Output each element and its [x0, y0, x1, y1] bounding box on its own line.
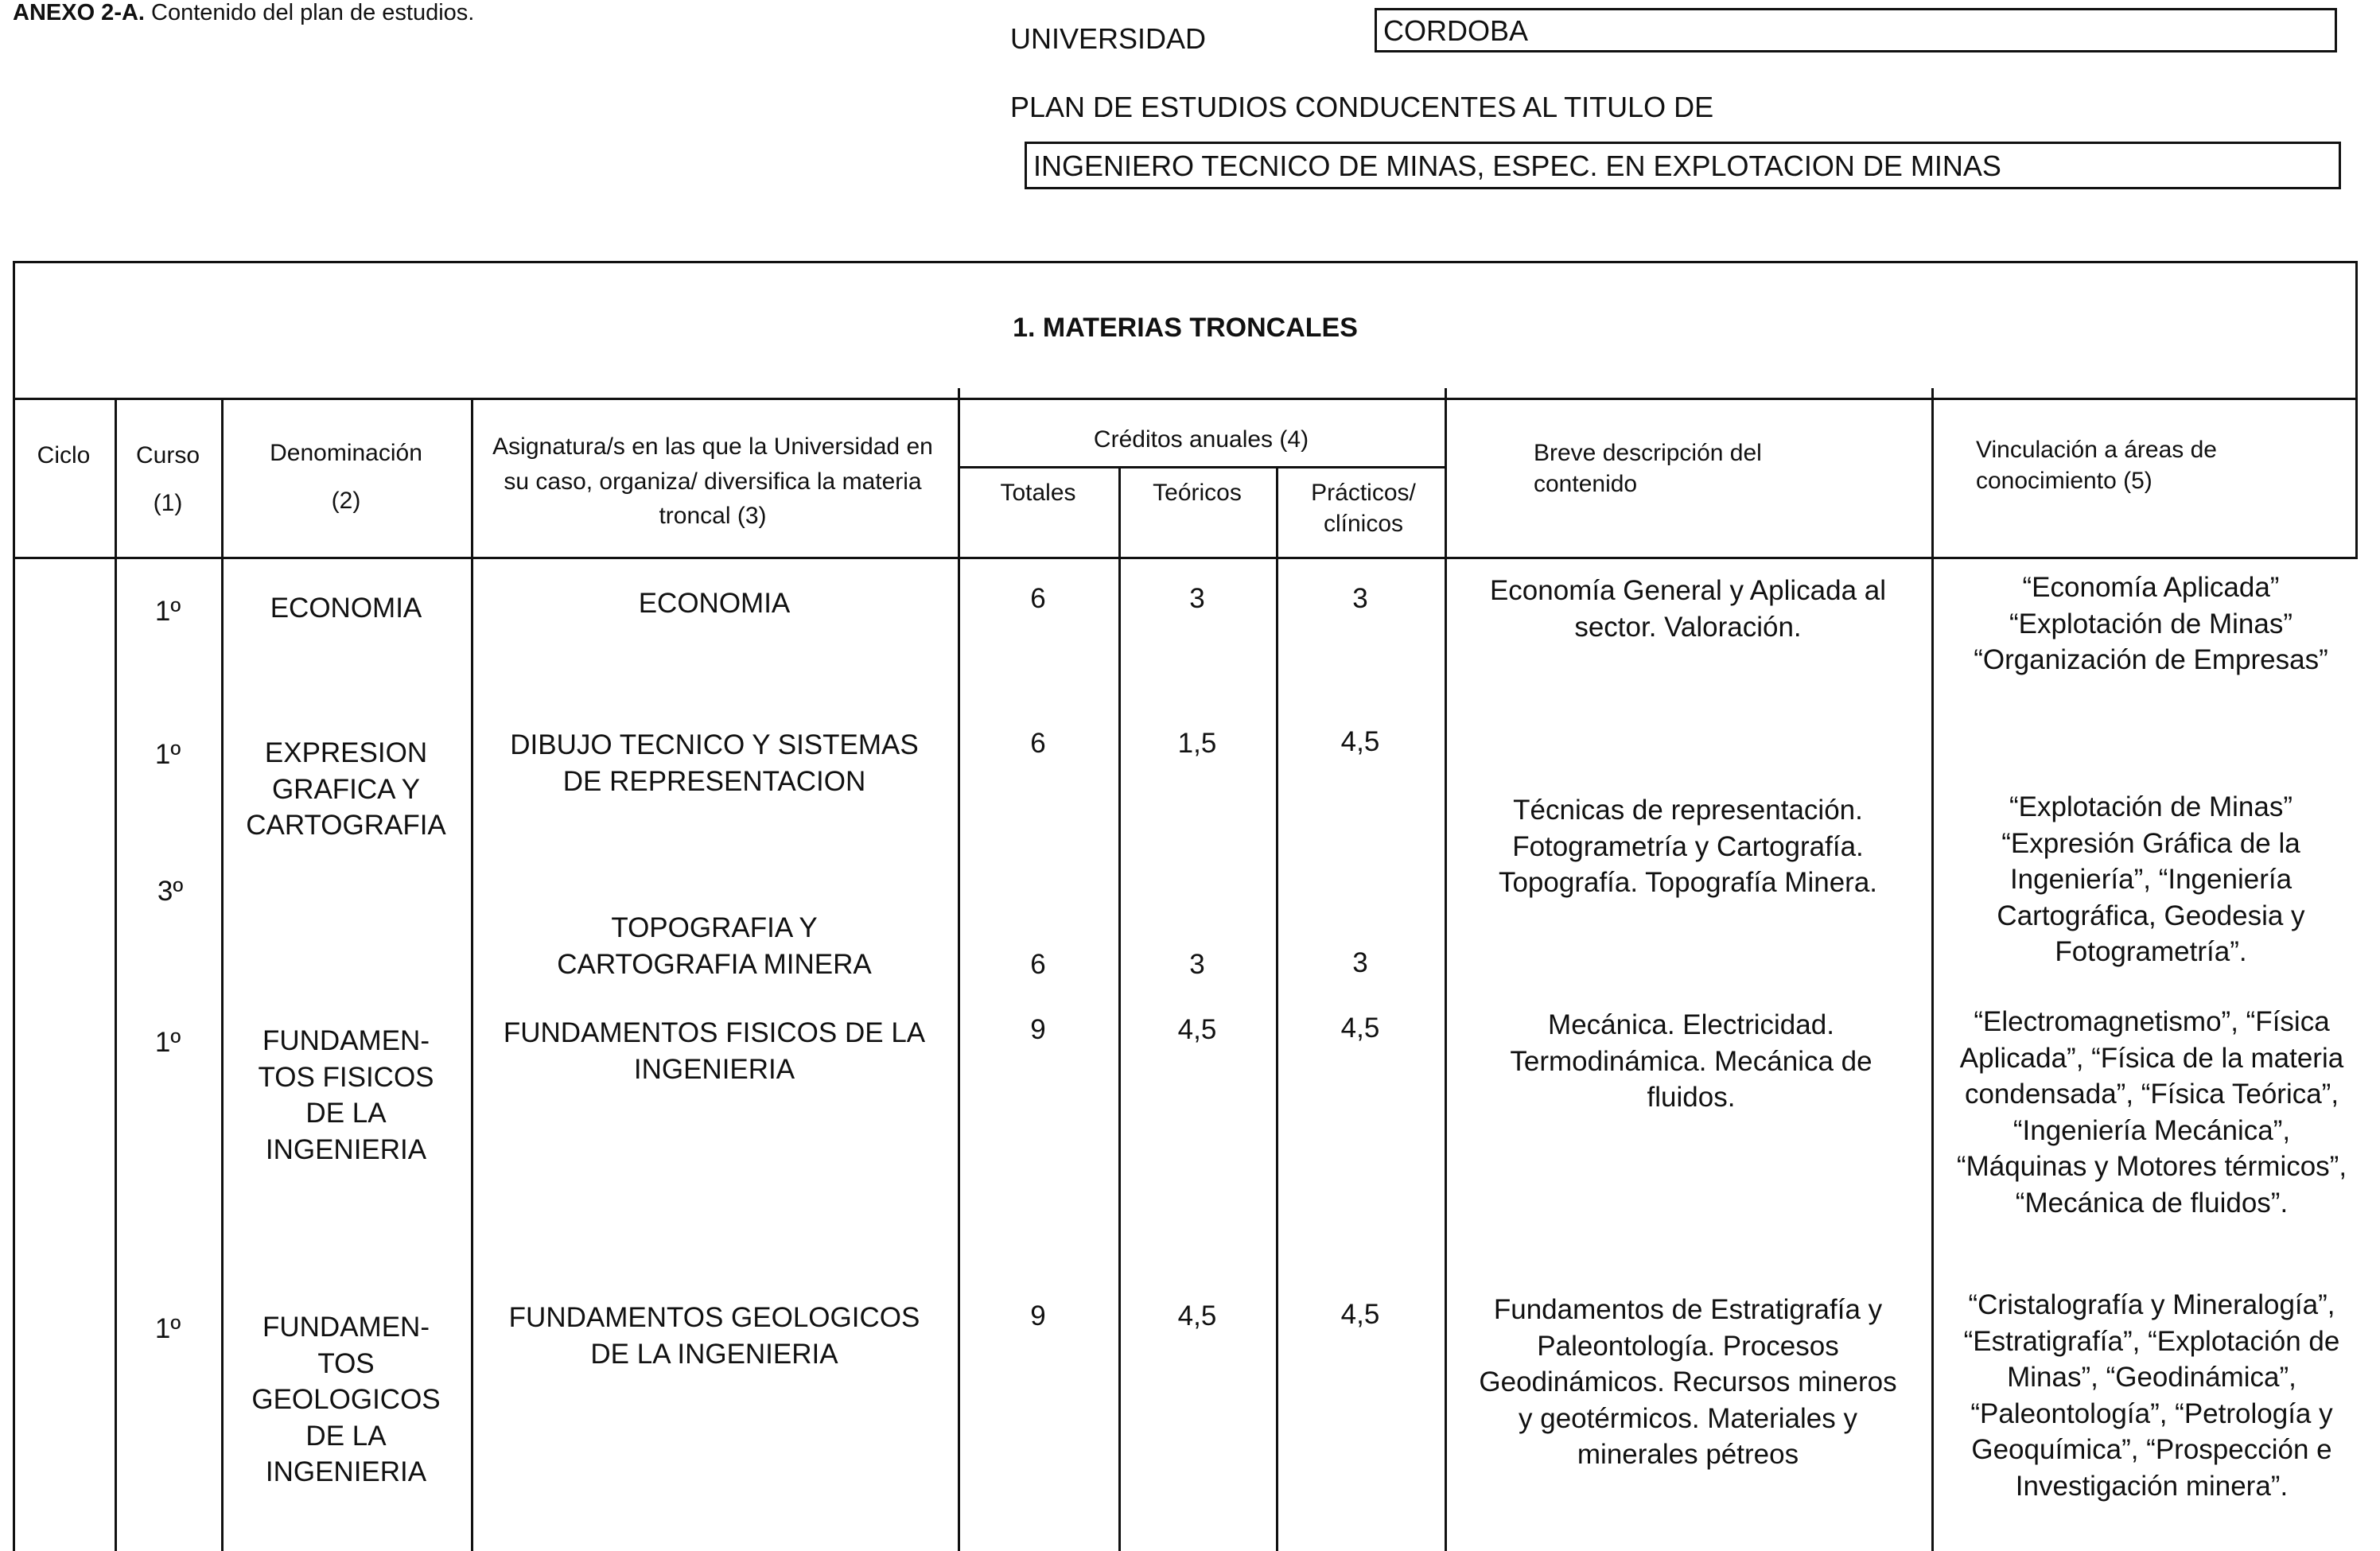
- col-curso: Curso: [135, 442, 200, 468]
- row5-denominacion: FUNDAMEN-TOS GEOLOGICOS DE LA INGENIERIA: [251, 1312, 441, 1487]
- row5-curso: 1º: [154, 1313, 181, 1344]
- row4-teoricos: 4,5: [1177, 1014, 1217, 1045]
- row2-totales: 6: [1030, 728, 1046, 759]
- subjects-table: [13, 261, 2358, 1551]
- col-curso-note: (1): [153, 490, 183, 516]
- col-asignatura: Asignatura/s en las que la Universidad en su caso, organiza/ diversifica la materia troncal (3): [492, 433, 933, 529]
- row5-vinculacion: “Cristalografía y Mineralogía”, “Estratigrafía”, “Explotación de Minas”, “Geodinámica”, “Paleontología”, “Petrología y Geoquímica”, “Prospección e Investigación minera”.: [1963, 1289, 2340, 1502]
- row4-curso: 1º: [154, 1027, 181, 1058]
- row3-totales: 6: [1030, 949, 1046, 980]
- col-sep-1: [115, 398, 117, 1551]
- col-sep-5: [1118, 466, 1121, 1551]
- row2-curso: 1º: [154, 739, 181, 770]
- col-denominacion-note: (2): [331, 488, 361, 514]
- university-field: CORDOBA: [1375, 8, 2337, 52]
- section-title: 1. MATERIAS TRONCALES: [1013, 313, 1358, 343]
- row4-denominacion: FUNDAMEN-TOS FISICOS DE LA INGENIERIA: [258, 1025, 434, 1165]
- row1-practicos: 3: [1352, 583, 1368, 614]
- row2-teoricos: 1,5: [1177, 728, 1217, 759]
- row1-vinculacion: “Economía Aplicada” “Explotación de Minas” “Organización de Empresas”: [1974, 572, 2328, 675]
- header-divider: [13, 557, 2358, 559]
- col-totales: Totales: [1000, 480, 1076, 506]
- row5-practicos: 4,5: [1340, 1299, 1380, 1330]
- title-divider: [13, 398, 2358, 400]
- col-ciclo: Ciclo: [37, 442, 91, 468]
- degree-title-field: INGENIERO TECNICO DE MINAS, ESPEC. EN EXPLOTACION DE MINAS: [1025, 142, 2341, 189]
- row4-vinculacion: “Electromagnetismo”, “Física Aplicada”, “Física de la materia condensada”, “Física Teórica”, “Ingeniería Mecánica”, “Máquinas y Motores térmicos”, “Mecánica de fluidos”.: [1956, 1006, 2347, 1219]
- row3-teoricos: 3: [1189, 949, 1205, 980]
- row2-descripcion: Técnicas de representación. Fotogrametría y Cartografía. Topografía. Topografía Minera.: [1498, 795, 1878, 898]
- col-teoricos: Teóricos: [1153, 480, 1242, 506]
- row4-descripcion: Mecánica. Electricidad. Termodinámica. Mecánica de fluidos.: [1510, 1009, 1872, 1113]
- row3-practicos: 3: [1352, 947, 1368, 978]
- table-border-top: [13, 261, 2358, 263]
- row2-vinculacion: “Explotación de Minas” “Expresión Gráfica de la Ingeniería”, “Ingeniería Cartográfica, Geodesia y Fotogrametría”.: [1997, 791, 2305, 967]
- row4-totales: 9: [1030, 1014, 1046, 1045]
- annex-label: ANEXO 2-A. Contenido del plan de estudios.: [13, 0, 475, 25]
- col-sep-8: [1931, 388, 1934, 1551]
- col-descripcion: Breve descripción del contenido: [1534, 440, 1762, 497]
- row1-curso: 1º: [154, 596, 181, 627]
- row2-denominacion: EXPRESION GRAFICA Y CARTOGRAFIA: [246, 737, 446, 841]
- col-denominacion: Denominación: [270, 440, 422, 466]
- row4-asignatura: FUNDAMENTOS FISICOS DE LA INGENIERIA: [503, 1017, 926, 1085]
- col-sep-7: [1445, 388, 1447, 1551]
- row1-totales: 6: [1030, 583, 1046, 614]
- row3-asignatura: TOPOGRAFIA Y CARTOGRAFIA MINERA: [557, 912, 872, 980]
- plan-label: PLAN DE ESTUDIOS CONDUCENTES AL TITULO DE: [1010, 91, 1714, 123]
- row5-descripcion: Fundamentos de Estratigrafía y Paleontología. Procesos Geodinámicos. Recursos mineros y geotérmicos. Materiales y minerales pétreos: [1479, 1294, 1897, 1470]
- col-sep-2: [221, 398, 224, 1551]
- row2-asignatura: DIBUJO TECNICO Y SISTEMAS DE REPRESENTACION: [510, 729, 919, 797]
- col-vinculacion: Vinculación a áreas de conocimiento (5): [1976, 437, 2217, 494]
- row1-descripcion: Economía General y Aplicada al sector. Valoración.: [1489, 575, 1887, 643]
- row1-denominacion: ECONOMIA: [270, 593, 422, 624]
- row1-teoricos: 3: [1189, 583, 1205, 614]
- university-label: UNIVERSIDAD: [1010, 22, 1207, 55]
- row5-asignatura: FUNDAMENTOS GEOLOGICOS DE LA INGENIERIA: [508, 1302, 920, 1370]
- table-border-right: [2355, 261, 2358, 557]
- col-creditos: Créditos anuales (4): [1093, 426, 1309, 453]
- row5-totales: 9: [1030, 1300, 1046, 1331]
- row5-teoricos: 4,5: [1177, 1300, 1217, 1331]
- credits-subheader-divider: [958, 466, 1445, 468]
- row4-practicos: 4,5: [1340, 1013, 1380, 1044]
- col-practicos: Prácticos/ clínicos: [1311, 480, 1416, 537]
- row1-asignatura: ECONOMIA: [638, 588, 791, 619]
- row2-practicos: 4,5: [1340, 726, 1380, 757]
- col-sep-6: [1276, 466, 1278, 1551]
- col-sep-3: [471, 398, 473, 1551]
- row3-curso: 3º: [157, 876, 184, 907]
